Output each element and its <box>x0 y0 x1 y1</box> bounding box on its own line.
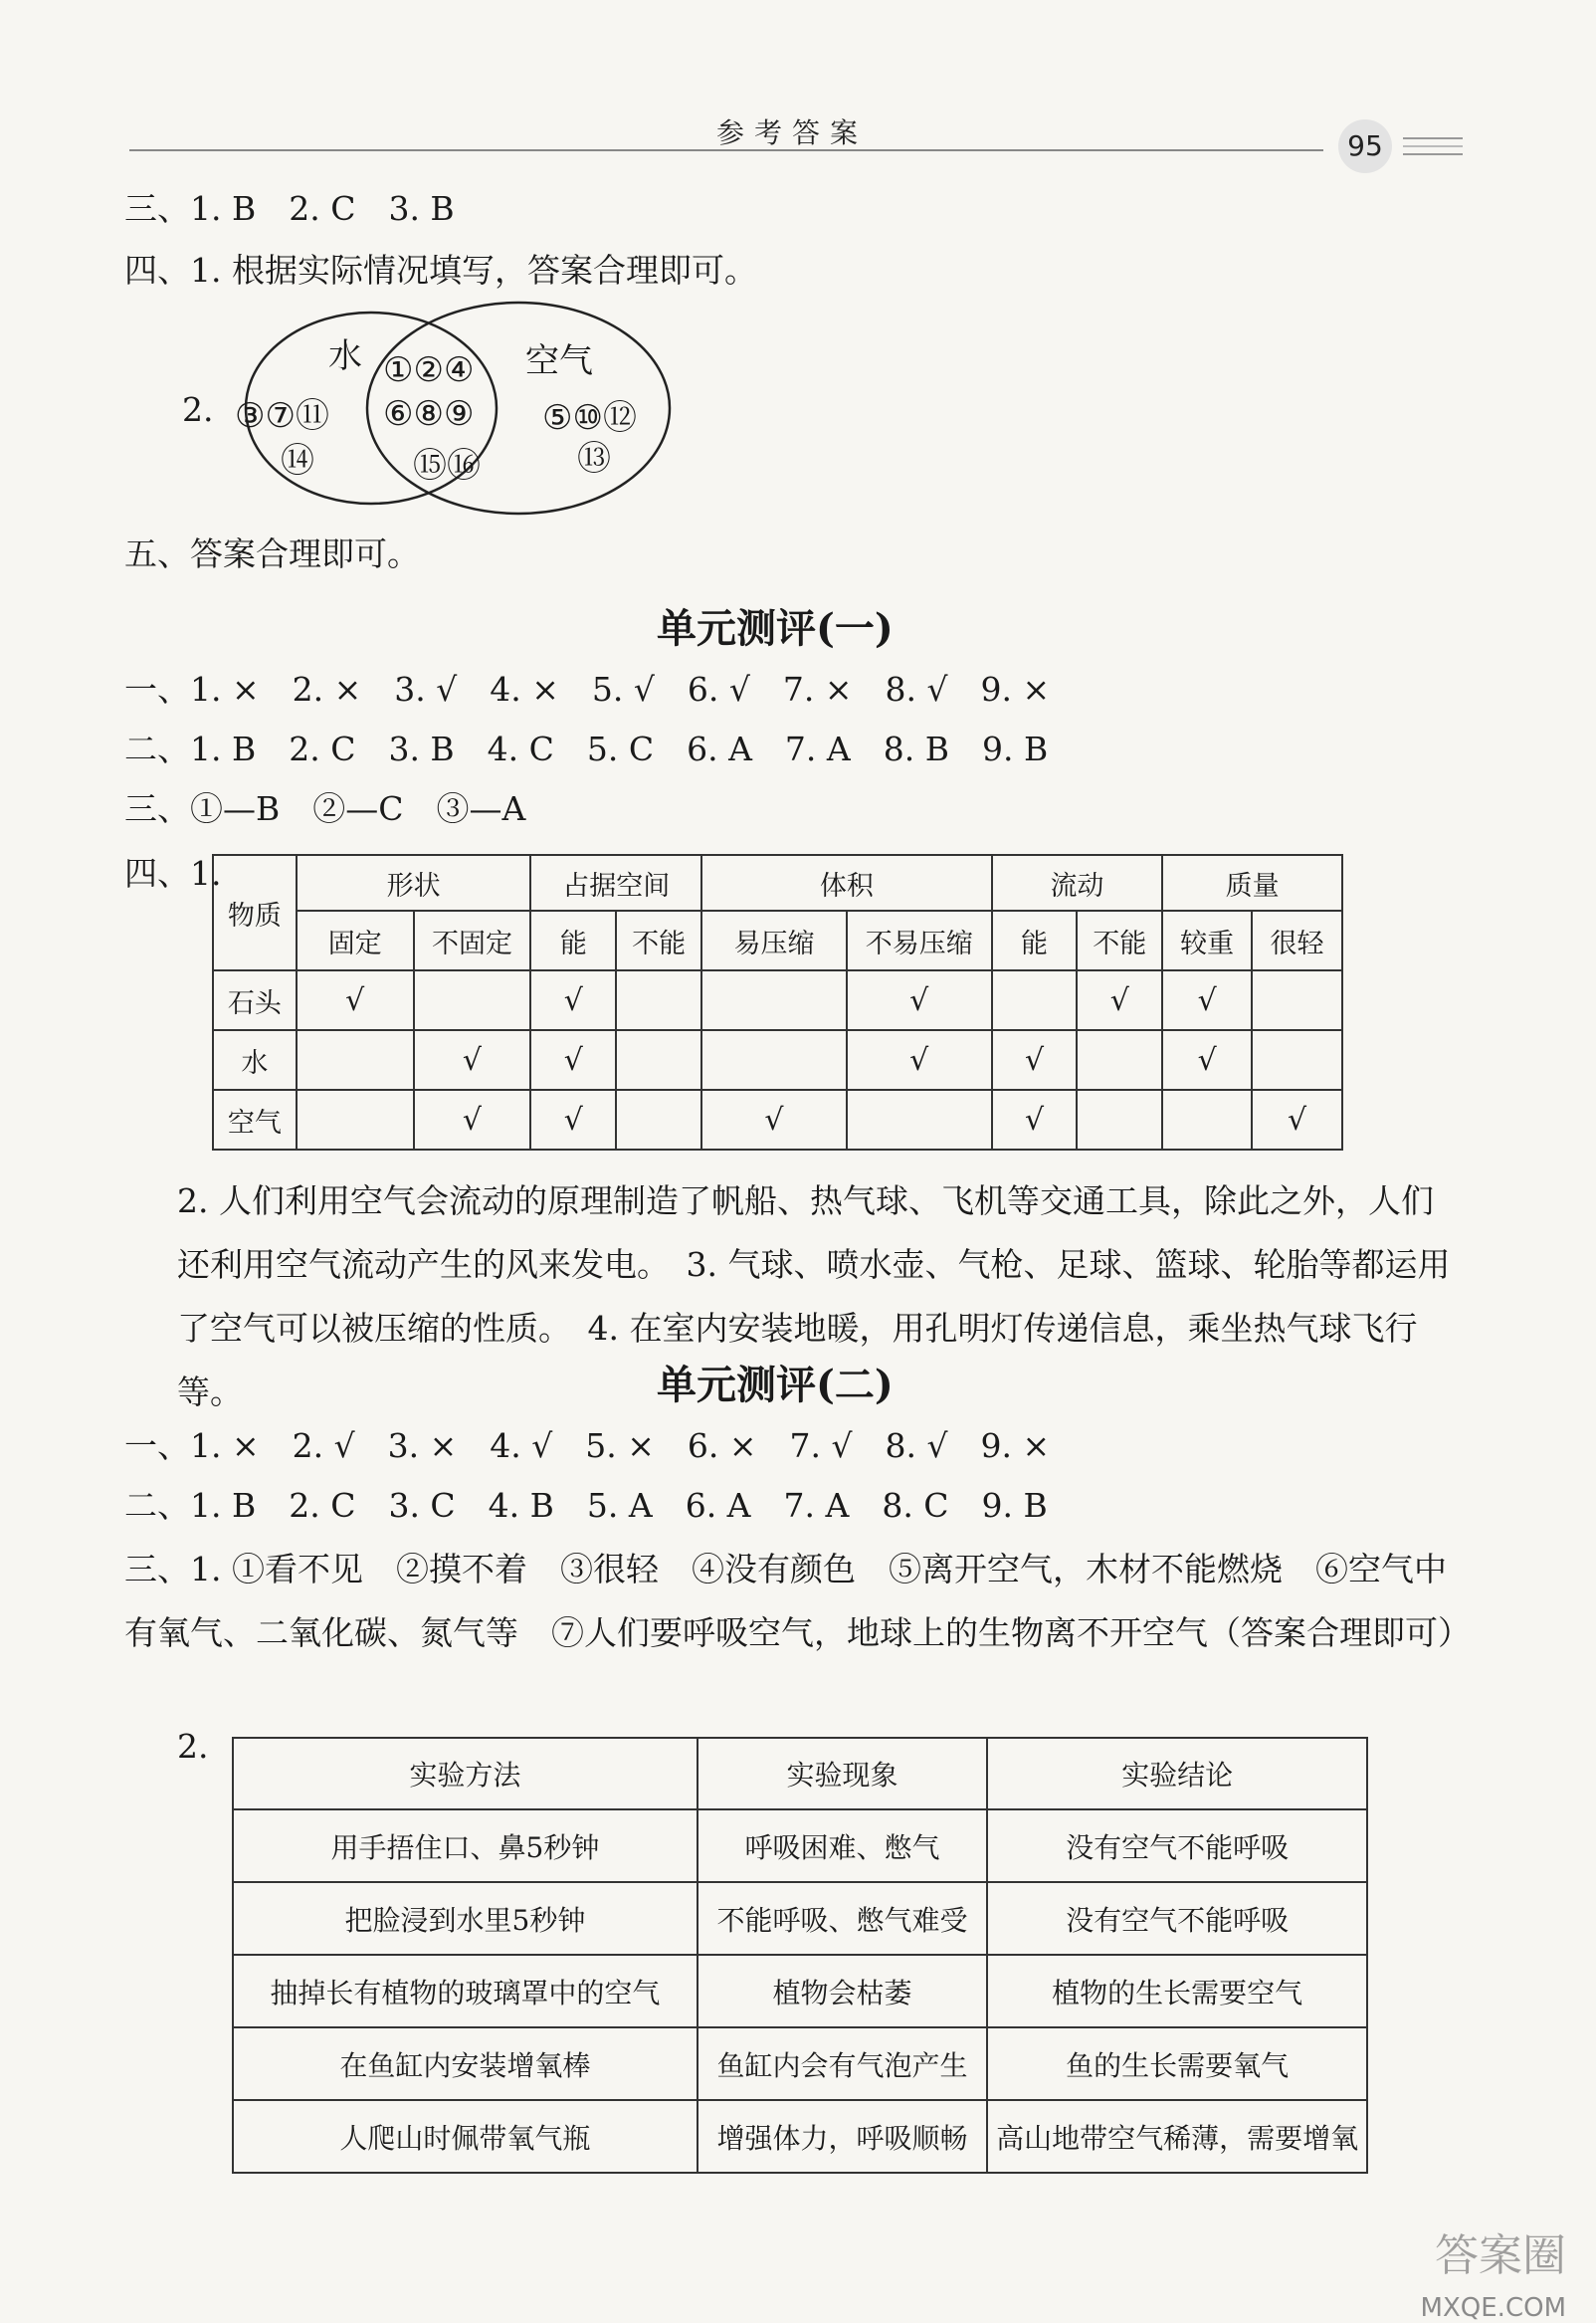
table-sub-header: 不能 <box>1077 911 1162 970</box>
watermark-logo-text: 答案圈 <box>1435 2230 1566 2281</box>
table-cell <box>414 970 531 1030</box>
table-sub-header: 不固定 <box>414 911 531 970</box>
table-row <box>213 970 1342 1030</box>
table-corner-header: 物质 <box>213 855 297 970</box>
table-row <box>233 1882 1367 1955</box>
table-cell: 鱼的生长需要氧气 <box>987 2027 1367 2100</box>
table-cell: 鱼缸内会有气泡产生 <box>698 2027 987 2100</box>
table-cell <box>616 970 701 1030</box>
table-cell: √ <box>992 1030 1078 1090</box>
table-cell: 用手捂住口、鼻5秒钟 <box>233 1809 698 1882</box>
table-row <box>233 2027 1367 2100</box>
page-number: 95 <box>1338 119 1392 173</box>
table-cell: √ <box>1077 970 1162 1030</box>
table-cell: 植物会枯萎 <box>698 1955 987 2027</box>
table-cell: √ <box>1162 970 1252 1030</box>
table-cell <box>847 1090 992 1150</box>
unit2-experiment-table <box>232 1737 1368 2174</box>
table-row <box>233 2100 1367 2173</box>
table-row <box>213 1030 1342 1090</box>
row-header: 水 <box>213 1030 297 1090</box>
table-header: 实验方法 <box>233 1738 698 1809</box>
answer-section-5: 五、答案合理即可。 <box>124 534 420 573</box>
unit1-q4-label: 四、1. <box>124 854 222 893</box>
table-cell: 呼吸困难、憋气 <box>698 1809 987 1882</box>
table-header: 实验现象 <box>698 1738 987 1809</box>
venn-both-row3: ⑮⑯ <box>413 446 481 486</box>
table-sub-header: 易压缩 <box>701 911 847 970</box>
unit2-title: 单元测评(二) <box>657 1362 894 1408</box>
table-cell <box>992 970 1078 1030</box>
table-cell <box>1077 1030 1162 1090</box>
table-cell: 没有空气不能呼吸 <box>987 1882 1367 1955</box>
venn-water-only-row2: ⑭ <box>281 441 314 481</box>
table-sub-header: 固定 <box>297 911 414 970</box>
venn-water-label: 水 <box>328 336 362 376</box>
header-rule <box>129 149 1323 151</box>
table-cell: √ <box>1252 1090 1342 1150</box>
table-cell: √ <box>414 1030 531 1090</box>
table-cell: 没有空气不能呼吸 <box>987 1809 1367 1882</box>
table-sub-header: 不易压缩 <box>847 911 992 970</box>
venn-water-only-row1: ③⑦⑪ <box>235 396 329 436</box>
unit1-title: 单元测评(一) <box>657 605 894 652</box>
table-cell <box>616 1030 701 1090</box>
table-cell: √ <box>847 970 992 1030</box>
table-cell: 抽掉长有植物的玻璃罩中的空气 <box>233 1955 698 2027</box>
table-sub-header: 能 <box>530 911 616 970</box>
table-sub-header: 很轻 <box>1252 911 1342 970</box>
answer-section-3: 三、1. B 2. C 3. B <box>124 189 455 228</box>
table-sub-header: 能 <box>992 911 1078 970</box>
table-cell: √ <box>414 1090 531 1150</box>
table-group-header: 流动 <box>992 855 1163 911</box>
venn-both-row2: ⑥⑧⑨ <box>383 394 475 434</box>
table-cell: √ <box>847 1030 992 1090</box>
table-cell <box>701 970 847 1030</box>
table-row <box>233 1809 1367 1882</box>
table-cell: √ <box>297 970 414 1030</box>
header-decoration-line <box>1403 145 1463 147</box>
answer-section-4-1: 四、1. 根据实际情况填写，答案合理即可。 <box>124 251 757 290</box>
table-cell: √ <box>992 1090 1078 1150</box>
watermark-url: MXQE.COM <box>1420 2293 1566 2323</box>
venn-air-label: 空气 <box>525 341 593 381</box>
unit2-q3-2-label: 2. <box>177 1727 209 1766</box>
table-cell: 人爬山时佩带氧气瓶 <box>233 2100 698 2173</box>
table-cell <box>1252 1030 1342 1090</box>
unit2-q3-1: 三、1. ①看不见 ②摸不着 ③很轻 ④没有颜色 ⑤离开空气，木材不能燃烧 ⑥空气中有氧气、二氧化碳、氮气等 ⑦人们要呼吸空气，地球上的生物离不开空气（答案合理即可） <box>124 1550 1471 1652</box>
venn-both-row1: ①②④ <box>383 350 475 390</box>
table-group-header: 占据空间 <box>530 855 701 911</box>
table-cell: 植物的生长需要空气 <box>987 1955 1367 2027</box>
table-cell <box>1252 970 1342 1030</box>
unit1-properties-table <box>212 854 1343 1151</box>
table-sub-header: 较重 <box>1162 911 1252 970</box>
unit2-q1: 一、1. × 2. √ 3. × 4. √ 5. × 6. × 7. √ 8. √ 9. × <box>124 1426 1051 1465</box>
unit1-q2: 二、1. B 2. C 3. B 4. C 5. C 6. A 7. A 8. B 9. B <box>124 730 1049 768</box>
table-cell: √ <box>530 1090 616 1150</box>
venn-air-only-row1: ⑤⑩⑫ <box>542 398 637 438</box>
table-cell <box>1162 1090 1252 1150</box>
answer-section-4-2-label: 2. <box>182 390 214 429</box>
table-group-header: 形状 <box>297 855 531 911</box>
table-row <box>233 1955 1367 2027</box>
table-cell <box>1077 1090 1162 1150</box>
table-group-header: 体积 <box>701 855 992 911</box>
table-cell <box>701 1030 847 1090</box>
table-cell: √ <box>530 970 616 1030</box>
table-header: 实验结论 <box>987 1738 1367 1809</box>
table-cell <box>297 1090 414 1150</box>
unit1-q1: 一、1. × 2. × 3. √ 4. × 5. √ 6. √ 7. × 8. √ 9. × <box>124 670 1051 709</box>
table-cell: 把脸浸到水里5秒钟 <box>233 1882 698 1955</box>
table-cell <box>297 1030 414 1090</box>
unit1-q3: 三、①—B ②—C ③—A <box>124 789 526 828</box>
unit1-q4-rest: 2. 人们利用空气会流动的原理制造了帆船、热气球、飞机等交通工具，除此之外，人们还利用空气流动产生的风来发电。 3. 气球、喷水壶、气枪、足球、篮球、轮胎等都运用了空气可以被压缩的性质。 4. 在室内安装地暖，用孔明灯传递信息，乘坐热气球飞行等。 <box>177 1181 1451 1411</box>
table-cell: 高山地带空气稀薄，需要增氧 <box>987 2100 1367 2173</box>
table-cell: 增强体力，呼吸顺畅 <box>698 2100 987 2173</box>
table-sub-header: 不能 <box>616 911 701 970</box>
venn-air-only-row2: ⑬ <box>577 439 611 479</box>
table-cell: 不能呼吸、憋气难受 <box>698 1882 987 1955</box>
table-cell: √ <box>701 1090 847 1150</box>
table-cell: √ <box>530 1030 616 1090</box>
table-row <box>213 1090 1342 1150</box>
page-header-title: 参考答案 <box>716 116 869 149</box>
table-cell: 在鱼缸内安装增氧棒 <box>233 2027 698 2100</box>
row-header: 石头 <box>213 970 297 1030</box>
unit2-q2: 二、1. B 2. C 3. C 4. B 5. A 6. A 7. A 8. C 9. B <box>124 1486 1048 1525</box>
table-group-header: 质量 <box>1162 855 1342 911</box>
table-cell <box>616 1090 701 1150</box>
row-header: 空气 <box>213 1090 297 1150</box>
table-cell: √ <box>1162 1030 1252 1090</box>
